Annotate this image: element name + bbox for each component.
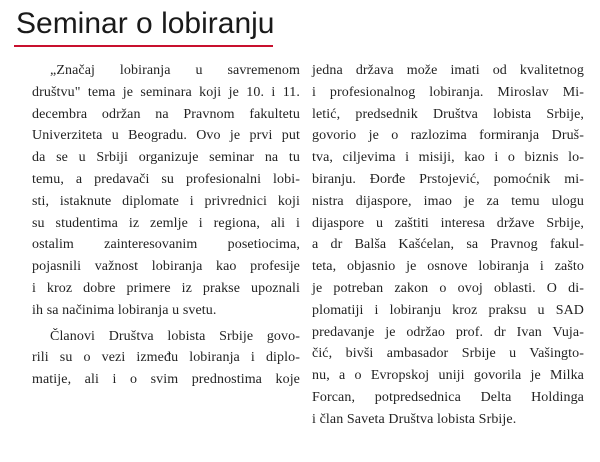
text-line: govorio je o razlozima formiranja Druš- xyxy=(312,128,584,144)
text-line: jedna država može imati od kvalitetnog xyxy=(312,63,584,78)
text-line: rili su o vezi između lobiranja i diplo- xyxy=(32,350,300,366)
article-title: Seminar o lobiranju xyxy=(16,7,275,40)
text-line: decembra održan na Pravnom fakultetu xyxy=(32,106,300,122)
text-line: pojasnili važnost lobiranja kao profesije xyxy=(32,259,300,275)
text-line: ostalim zainteresovanim posetiocima, xyxy=(32,237,300,253)
text-line: temu, a predavači su profesionalni lobi- xyxy=(32,171,300,187)
left-column xyxy=(32,60,300,391)
text-line: i profesionalnog lobiranja. Miroslav Mi- xyxy=(312,84,584,100)
text-line: čić, bivši ambasador Srbije u Vašingto- xyxy=(312,346,584,362)
text-line: ih sa načinima lobiranja u svetu. xyxy=(32,302,217,318)
text-line: biranju. Đorđe Prstojević, pomoćnik mi- xyxy=(312,171,584,187)
right-column xyxy=(312,60,584,431)
text-line: tva, ciljevima i misiji, kao i o biznis lo- xyxy=(312,150,584,166)
text-line: a dr Balša Kašćelan, sa Pravnog fakul- xyxy=(312,237,584,253)
text-line: „Značaj lobiranja u savremenom xyxy=(50,63,300,78)
text-line: dijaspore u zaštiti interesa države Srbije, xyxy=(312,215,584,231)
text-line: da se u Srbiji organizuje seminar na tu xyxy=(32,150,300,166)
text-line: teta, objasnio je osnove lobiranja i zašto xyxy=(312,259,584,275)
text-line: Članovi Društva lobista Srbije govo- xyxy=(50,328,300,344)
text-line: Univerziteta u Beogradu. Ovo je prvi put xyxy=(32,128,300,144)
text-line: i član Saveta Društva lobista Srbije. xyxy=(312,411,517,427)
text-line: i kroz dobre primere iz prakse upoznali xyxy=(32,280,300,296)
text-line: su studentima iz zemlje i regiona, ali i xyxy=(32,215,300,231)
text-line: Forcan, potpredsednica Delta Holdinga xyxy=(312,389,584,405)
text-line: nu, a o Evropskoj uniji govorila je Milka xyxy=(312,368,584,384)
text-line: nistra dijaspore, imao je za temu ulogu xyxy=(312,193,584,209)
text-line: letić, predsednik Društva lobista Srbije, xyxy=(312,106,584,122)
text-line: predavanje je održao prof. dr Ivan Vuja- xyxy=(312,324,584,340)
text-line: je potreban zakon o ovoj oblasti. O di- xyxy=(312,280,584,296)
paragraph-2 xyxy=(32,326,300,391)
text-line: matije, ali i o svim prednostima koje xyxy=(32,372,300,388)
paragraph-1 xyxy=(32,60,300,322)
text-line: sti, istaknute diplomate i privrednici koji xyxy=(32,193,300,209)
title-underline xyxy=(14,45,273,47)
text-line: društvu" tema je seminara koji je 10. i 11. xyxy=(32,84,300,100)
text-line: plomatiji i lobiranju kroz praksu u SAD xyxy=(312,302,584,318)
